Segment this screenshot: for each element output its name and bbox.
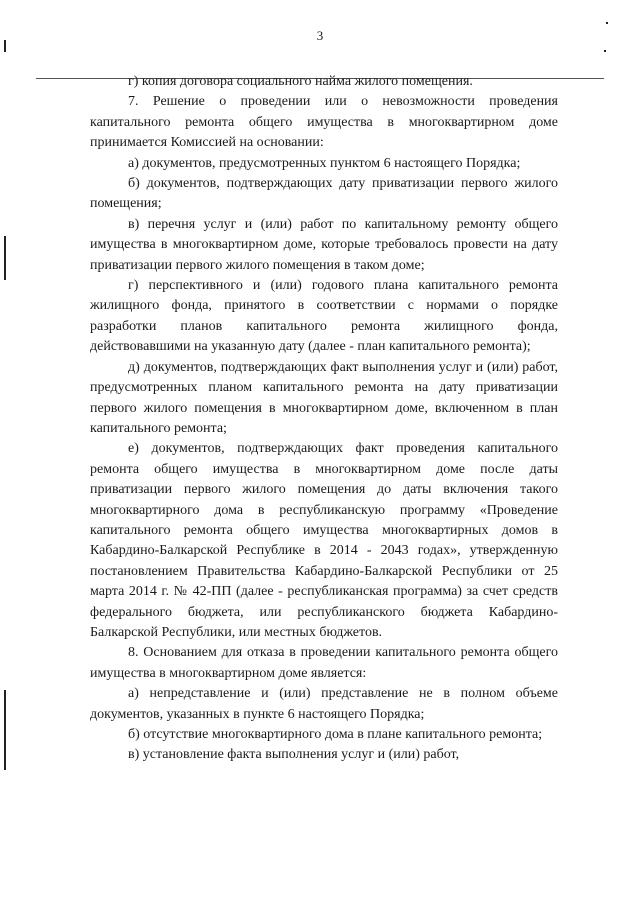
paragraph: а) документов, предусмотренных пунктом 6 настоящего Порядка;: [128, 155, 521, 171]
page-number: 3: [316, 28, 324, 43]
paragraph: в) установление факта выполнения услуг и (или) работ,: [128, 747, 460, 763]
scan-mark-right-1: [606, 22, 608, 24]
scan-mark-left-1: [4, 40, 6, 52]
scan-mark-left-3: [4, 690, 6, 770]
paragraph: д) документов, подтверждающих факт выполнения услуг и (или) работ, предусмотренных планом капитального ремонта на дату приватизации первого жилого помещения в многоквартирном доме, включенном в план капитального ремонта;: [90, 359, 558, 436]
paragraph: а) непредставление и (или) представление не в полном объеме документов, указанных в пункте 6 настоящего Порядка;: [90, 686, 558, 722]
scan-mark-right-2: [604, 50, 606, 52]
paragraph: б) отсутствие многоквартирного дома в плане капитального ремонта;: [128, 727, 543, 742]
paragraph: б) документов, подтверждающих дату приватизации первого жилого помещения;: [90, 176, 558, 212]
paragraph: 7. Решение о проведении или о невозможности проведения капитального ремонта общего имущества в многоквартирном доме принимается Комиссией на основании:: [90, 94, 558, 151]
paragraph: е) документов, подтверждающих факт проведения капитального ремонта общего имущества в многоквартирном доме после даты приватизации первого жилого помещения до даты включения такого многоквартирного дома в республиканскую программу «Проведение капитального ремонта общего имущества многоквартирных домов в Кабардино-Балкарской Республике в 2014 - 2043 годах», утвержденную постановлением Правительства Кабардино-Балкарской Республики от 25 марта 2014 г. № 42-ПП (далее - республиканская программа) за счет средств федерального бюджета, или республиканского бюджета Кабардино-Балкарской Республики, или местных бюджетов.: [90, 441, 558, 640]
paragraph: в) перечня услуг и (или) работ по капитальному ремонту общего имущества в многоквартирном доме, которые требовалось провести на дату приватизации первого жилого помещения в таком доме;: [90, 216, 558, 273]
scan-mark-left-2: [4, 236, 6, 280]
document-body: [90, 72, 558, 766]
paragraph: г) копия договора социального найма жилого помещения.: [128, 74, 473, 89]
paragraph: г) перспективного и (или) годового плана капитального ремонта жилищного фонда, принятого в соответствии с нормами о порядке разработки планов капитального ремонта жилищного фонда, действовавшими на указанную дату (далее - план капитального ремонта);: [90, 278, 558, 355]
paragraph: 8. Основанием для отказа в проведении капитального ремонта общего имущества в многоквартирном доме является:: [90, 645, 558, 681]
